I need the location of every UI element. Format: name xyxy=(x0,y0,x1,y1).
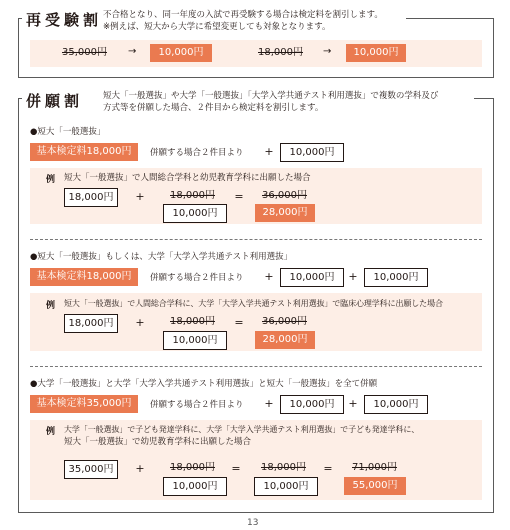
case2-additional-fee-2: 10,000円 xyxy=(364,268,428,287)
case3-example-discount-fee-2: 10,000円 xyxy=(254,477,318,496)
case3-additional-fee-1: 10,000円 xyxy=(280,395,344,414)
case1-base-fee: 基本検定料18,000円 xyxy=(30,143,138,161)
case2-example-label: 例 xyxy=(46,301,56,311)
retake-original-price-a: 35,000円 xyxy=(62,47,107,58)
case3-example-text-line2: 短大「一般選抜」で幼児教育学科に出願した場合 xyxy=(64,437,252,447)
arrow-icon: → xyxy=(323,46,332,57)
retake-discounted-price-a: 10,000円 xyxy=(150,44,212,62)
equals-sign: = xyxy=(234,190,244,203)
plus-sign: + xyxy=(264,397,274,410)
case1-example-strike-total: 36,000円 xyxy=(262,190,307,201)
plus-sign: + xyxy=(348,270,358,283)
case3-example-strike-fee-2: 18,000円 xyxy=(261,462,306,473)
case3-additional-fee-2: 10,000円 xyxy=(364,395,428,414)
plus-sign: + xyxy=(264,145,274,158)
case3-example-strike-fee-1: 18,000円 xyxy=(170,462,215,473)
case1-desc: 併願する場合２件目より xyxy=(150,148,244,158)
case3-example-label: 例 xyxy=(46,427,56,437)
case3-example-strike-total: 71,000円 xyxy=(352,462,397,473)
case3-example-text-line1: 大学「一般選抜」で子ども発達学科に、大学「大学入学共通テスト利用選抜」で子ども発達学科に、 xyxy=(64,425,420,434)
case3-example-discount-fee-1: 10,000円 xyxy=(163,477,227,496)
multi-note-line2: 方式等を併願した場合、２件目から検定料を割引します。 xyxy=(103,103,324,113)
case2-example-strike-total: 36,000円 xyxy=(262,316,307,327)
retake-discount-title: 再受験割 xyxy=(22,9,108,30)
plus-sign: + xyxy=(264,270,274,283)
retake-original-price-b: 18,000円 xyxy=(258,47,303,58)
case3-base-fee: 基本検定料35,000円 xyxy=(30,395,138,413)
page-number: 13 xyxy=(247,518,259,528)
retake-example-note: ※例えば、短大から大学に希望変更しても対象となります。 xyxy=(103,22,331,32)
multi-note-line1: 短大「一般選抜」や大学「一般選抜」「大学入学共通テスト利用選抜」で複数の学科及び xyxy=(103,91,439,101)
retake-discounted-price-b: 10,000円 xyxy=(346,44,406,62)
multi-top-line-right xyxy=(474,98,493,99)
case1-example-strike-fee: 18,000円 xyxy=(170,190,215,201)
case1-additional-fee: 10,000円 xyxy=(280,143,344,162)
arrow-icon: → xyxy=(128,46,137,57)
case2-example-strike-fee: 18,000円 xyxy=(170,316,215,327)
case2-base-fee: 基本検定料18,000円 xyxy=(30,268,138,286)
case3-heading: ●大学「一般選抜」と大学「大学入学共通テスト利用選抜」と短大「一般選抜」を全て併願 xyxy=(30,379,378,389)
plus-sign: + xyxy=(348,397,358,410)
case1-example-first-fee: 18,000円 xyxy=(64,188,118,207)
case1-heading: ●短大「一般選抜」 xyxy=(30,127,106,137)
case3-example-total: 55,000円 xyxy=(344,477,406,495)
case2-heading: ●短大「一般選抜」もしくは、大学「大学入学共通テスト利用選抜」 xyxy=(30,252,293,262)
case1-example-label: 例 xyxy=(46,175,56,185)
equals-sign: = xyxy=(234,316,244,329)
equals-sign: = xyxy=(323,462,333,475)
case1-example-discount-fee: 10,000円 xyxy=(163,204,227,223)
case2-example-first-fee: 18,000円 xyxy=(64,314,118,333)
equals-sign: = xyxy=(231,462,241,475)
case3-example-first-fee: 35,000円 xyxy=(64,460,118,479)
retake-top-line-right xyxy=(406,18,493,19)
case1-example-total: 28,000円 xyxy=(255,204,315,222)
case3-desc: 併願する場合２件目より xyxy=(150,400,244,410)
case2-example-discount-fee: 10,000円 xyxy=(163,331,227,350)
case2-example-text: 短大「一般選抜」で人間総合学科に、大学「大学入学共通テスト利用選抜」で臨床心理学科に出願した場合 xyxy=(64,299,443,308)
retake-note: 不合格となり、同一年度の入試で再受験する場合は検定料を割引します。 xyxy=(103,10,383,20)
plus-sign: + xyxy=(135,316,145,329)
case2-desc: 併願する場合２件目より xyxy=(150,273,244,283)
multi-application-title: 併願割 xyxy=(22,90,89,111)
case2-example-total: 28,000円 xyxy=(255,331,315,349)
plus-sign: + xyxy=(135,462,145,475)
case2-additional-fee-1: 10,000円 xyxy=(280,268,344,287)
plus-sign: + xyxy=(135,190,145,203)
case1-example-text: 短大「一般選抜」で人間総合学科と幼児教育学科に出願した場合 xyxy=(64,173,311,183)
divider xyxy=(30,366,482,367)
divider xyxy=(30,239,482,240)
